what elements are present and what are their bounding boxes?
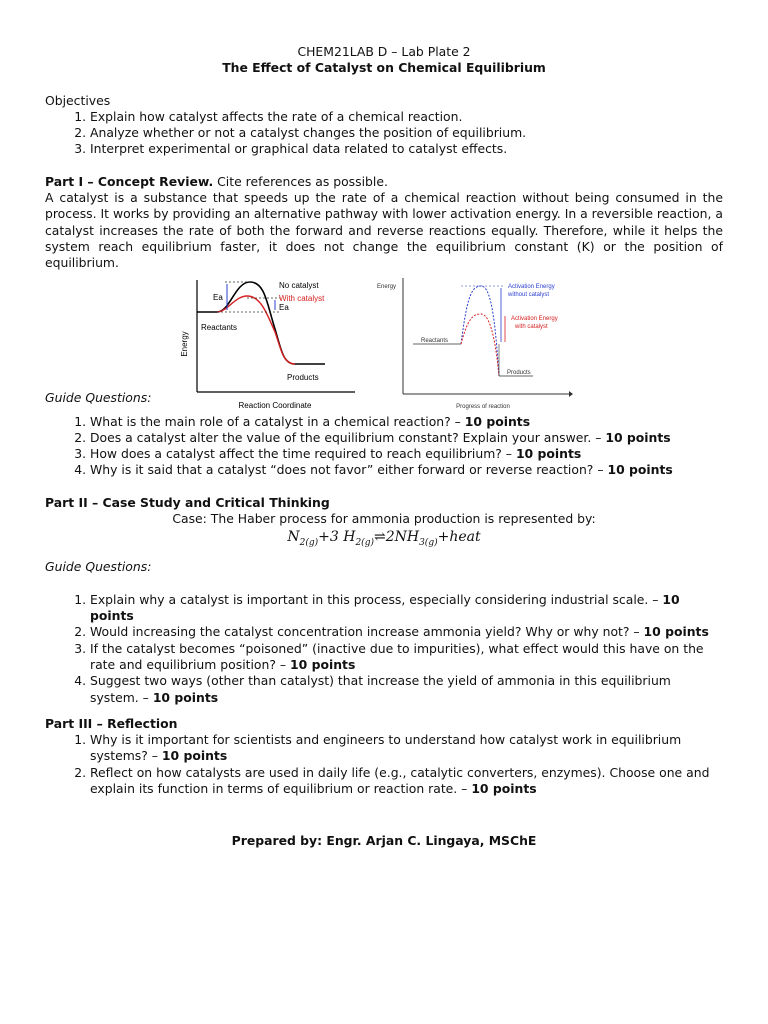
- part2-questions: [45, 592, 723, 706]
- haber-equation: $N_{2(g)}+3$ $H_{2(g)}\rightleftharpoons 2NH_{3(g)}+heat$: [287, 529, 481, 549]
- fig1-ylabel: Energy: [180, 330, 189, 357]
- figures: [45, 274, 723, 414]
- document-page: [45, 44, 723, 850]
- fig1-legend-with: With catalyst: [279, 293, 325, 303]
- part1-subheading: Cite references as possible.: [213, 173, 388, 189]
- list-item: 2. Would increasing the catalyst concentration increase ammonia yield? Why or why not? – 10 points: [90, 624, 723, 640]
- list-item: 2. Analyze whether or not a catalyst changes the position of equilibrium.: [90, 125, 723, 141]
- list-item: 1. Explain why a catalyst is important in this process, especially considering industrial scale. – 10 points: [90, 592, 723, 625]
- energy-diagram-1: [175, 274, 360, 414]
- fig2-ylabel: Energy: [377, 283, 397, 290]
- list-item: 3. How does a catalyst affect the time required to reach equilibrium? – 10 points: [90, 446, 723, 462]
- part1-heading: Part I – Concept Review.: [45, 173, 214, 189]
- list-item: 4. Why is it said that a catalyst “does not favor” either forward or reverse reaction? – 10 points: [90, 462, 723, 478]
- fig1-ea2-label: Ea: [279, 302, 289, 312]
- list-item: 1. Explain how catalyst affects the rate of a chemical reaction.: [90, 109, 723, 125]
- objectives-heading: Objectives: [45, 92, 111, 108]
- list-item: 2. Reflect on how catalysts are used in daily life (e.g., catalytic converters, enzymes). Choose one and explain its function in terms of equilibrium or reaction rate. – 10 points: [90, 765, 723, 798]
- part3-questions: [45, 732, 723, 797]
- fig2-label-with-1: Activation Energy: [511, 315, 558, 322]
- fig2-no-catalyst-curve: [461, 286, 499, 376]
- fig1-ea-label: Ea: [213, 292, 223, 302]
- fig1-products: Products: [287, 372, 319, 382]
- part1-heading-line: [45, 174, 723, 190]
- fig1-legend-no: No catalyst: [279, 280, 319, 290]
- fig1-reactants: Reactants: [201, 322, 238, 332]
- fig2-products: Products: [507, 369, 531, 376]
- part3-heading: Part III – Reflection: [45, 715, 178, 731]
- part2-case: Case: The Haber process for ammonia production is represented by:: [172, 511, 596, 527]
- list-item: 1. What is the main role of a catalyst in a chemical reaction? – 10 points: [90, 414, 723, 430]
- list-item: 1. Why is it important for scientists and engineers to understand how catalyst work in equilibrium systems? – 10 points: [90, 732, 723, 765]
- fig1-xlabel: Reaction Coordinate: [238, 400, 312, 410]
- part1-guide-heading: Guide Questions:: [45, 389, 152, 405]
- list-item: 3. If the catalyst becomes “poisoned” (inactive due to impurities), what effect would this have on the rate and equilibrium position? – 10 points: [90, 641, 723, 674]
- list-item: 2. Does a catalyst alter the value of the equilibrium constant? Explain your answer. – 10 points: [90, 430, 723, 446]
- fig2-label-no-2: without catalyst: [508, 291, 550, 298]
- fig2-reactants: Reactants: [421, 337, 449, 344]
- fig2-with-catalyst-curve: [461, 314, 499, 376]
- list-item: 4. Suggest two ways (other than catalyst) that increase the yield of ammonia in this equilibrium system. – 10 points: [90, 673, 723, 706]
- fig2-label-with-2: with catalyst: [515, 323, 548, 330]
- list-item: 3. Interpret experimental or graphical data related to catalyst effects.: [90, 141, 723, 157]
- fig2-xlabel: Progress of reaction: [456, 403, 510, 410]
- part1-body: A catalyst is a substance that speeds up the rate of a chemical reaction without being consumed in the process. It works by providing an alternative pathway with lower activation energy. In a reversible reaction, a catalyst increases the rate of both the forward and reverse reactions equally. Therefore, while it helps the system reach equilibrium faster, it does not change the equilibrium constant (K) or the position of equilibrium.: [45, 190, 723, 271]
- prepared-by: Prepared by: Engr. Arjan C. Lingaya, MSChE: [231, 833, 537, 849]
- course-code: CHEM21LAB D – Lab Plate 2: [297, 44, 471, 59]
- fig2-label-no-1: Activation Energy: [508, 283, 555, 290]
- part1-questions: [45, 414, 723, 479]
- part2-heading: Part II – Case Study and Critical Thinking: [45, 494, 330, 510]
- objectives-list: [45, 109, 723, 158]
- part2-guide-heading: Guide Questions:: [45, 559, 152, 575]
- document-title: The Effect of Catalyst on Chemical Equilibrium: [222, 60, 546, 76]
- energy-diagram-2: [373, 278, 573, 414]
